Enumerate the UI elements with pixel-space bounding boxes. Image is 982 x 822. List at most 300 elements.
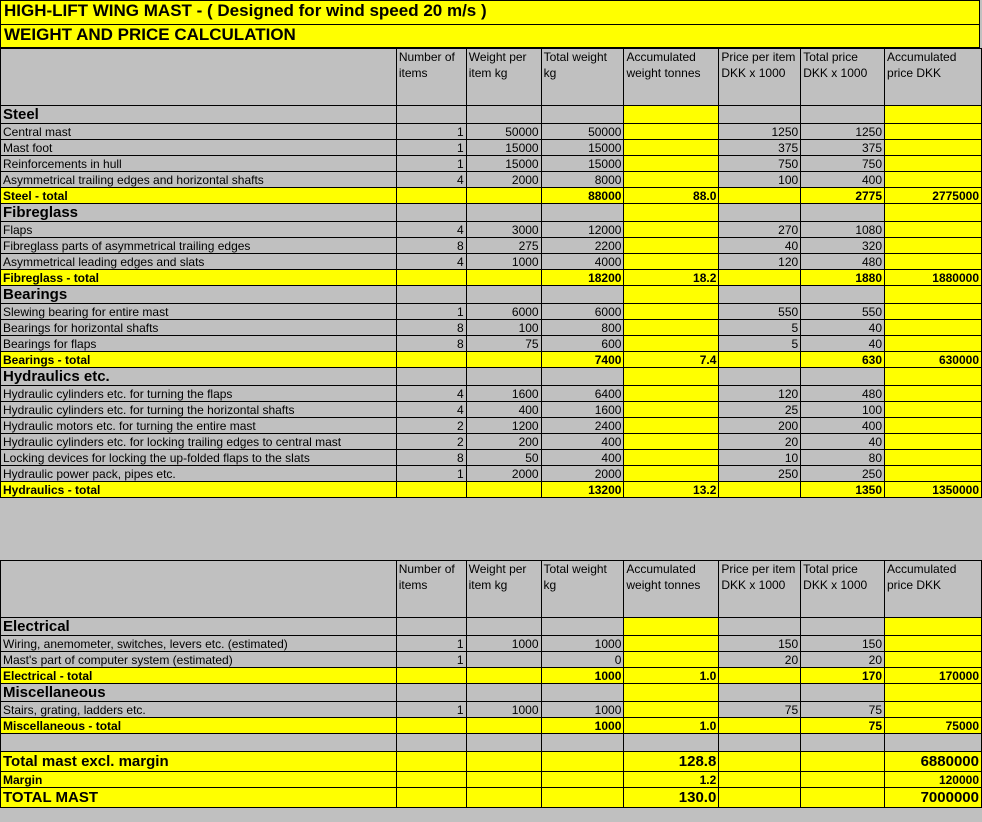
total-price: 40 xyxy=(801,434,885,450)
header-number-items: Number of items xyxy=(396,561,466,618)
total-weight: 7400 xyxy=(541,352,624,368)
total-price: 2775 xyxy=(801,188,885,204)
header-number-items: Number of items xyxy=(396,49,466,106)
accumulated-weight: 7.4 xyxy=(624,352,719,368)
total-weight: 18200 xyxy=(541,270,624,286)
empty-cell xyxy=(466,106,541,124)
accumulated-price: 120000 xyxy=(885,772,982,788)
accumulated-weight: 13.2 xyxy=(624,482,719,498)
section-label: Fibreglass xyxy=(1,204,397,222)
total-weight xyxy=(541,772,624,788)
section-label: Hydraulics etc. xyxy=(1,368,397,386)
total-row xyxy=(1,270,982,286)
number-items: 1 xyxy=(396,156,466,172)
weight-per-item xyxy=(466,188,541,204)
total-weight: 400 xyxy=(541,450,624,466)
total-weight: 15000 xyxy=(541,156,624,172)
accumulated-weight xyxy=(624,450,719,466)
header-total-price: Total price DKK x 1000 xyxy=(801,561,885,618)
item-label: Slewing bearing for entire mast xyxy=(1,304,397,320)
table-row xyxy=(1,304,982,320)
total-weight: 1000 xyxy=(541,702,624,718)
empty-cell xyxy=(541,684,624,702)
item-label: Flaps xyxy=(1,222,397,238)
total-price: 550 xyxy=(801,304,885,320)
total-weight: 2200 xyxy=(541,238,624,254)
price-per-item: 550 xyxy=(719,304,801,320)
weight-per-item xyxy=(466,652,541,668)
total-price: 750 xyxy=(801,156,885,172)
weight-per-item: 6000 xyxy=(466,304,541,320)
total-price: 480 xyxy=(801,386,885,402)
table-row xyxy=(1,450,982,466)
item-label: Asymmetrical trailing edges and horizontal shafts xyxy=(1,172,397,188)
accumulated-weight xyxy=(624,254,719,270)
total-price xyxy=(801,772,885,788)
accumulated-weight xyxy=(624,466,719,482)
total-weight: 2400 xyxy=(541,418,624,434)
weight-per-item: 2000 xyxy=(466,172,541,188)
table-row xyxy=(1,156,982,172)
number-items xyxy=(396,188,466,204)
weight-per-item: 50000 xyxy=(466,124,541,140)
accumulated-price xyxy=(885,320,982,336)
total-row xyxy=(1,188,982,204)
total-price: 480 xyxy=(801,254,885,270)
accumulated-weight xyxy=(624,238,719,254)
price-per-item: 750 xyxy=(719,156,801,172)
table-row xyxy=(1,652,982,668)
weight-per-item: 275 xyxy=(466,238,541,254)
total-weight: 2000 xyxy=(541,466,624,482)
header-blank xyxy=(1,561,397,618)
total-weight: 8000 xyxy=(541,172,624,188)
header-weight-per-item: Weight per item kg xyxy=(466,49,541,106)
accumulated-weight xyxy=(624,434,719,450)
total-price xyxy=(801,788,885,808)
accumulated-price xyxy=(885,466,982,482)
empty-cell xyxy=(541,618,624,636)
number-items: 8 xyxy=(396,238,466,254)
weight-per-item xyxy=(466,752,541,772)
accumulated-price: 75000 xyxy=(885,718,982,734)
number-items: 8 xyxy=(396,336,466,352)
total-price: 75 xyxy=(801,718,885,734)
empty-cell xyxy=(719,106,801,124)
total-weight: 13200 xyxy=(541,482,624,498)
header-accumulated-weight: Accumulated weight tonnes xyxy=(624,561,719,618)
price-per-item: 25 xyxy=(719,402,801,418)
number-items: 4 xyxy=(396,386,466,402)
weight-per-item: 15000 xyxy=(466,156,541,172)
total-weight: 6400 xyxy=(541,386,624,402)
total-weight: 400 xyxy=(541,434,624,450)
empty-cell xyxy=(541,204,624,222)
section-label: Bearings xyxy=(1,286,397,304)
price-per-item: 40 xyxy=(719,238,801,254)
price-per-item: 250 xyxy=(719,466,801,482)
number-items: 4 xyxy=(396,172,466,188)
header-weight-per-item: Weight per item kg xyxy=(466,561,541,618)
header-blank xyxy=(1,49,397,106)
empty-cell xyxy=(466,286,541,304)
price-per-item xyxy=(719,270,801,286)
weight-per-item: 2000 xyxy=(466,466,541,482)
empty-cell xyxy=(396,106,466,124)
title-line-1: HIGH-LIFT WING MAST - ( Designed for wind speed 20 m/s ) xyxy=(0,0,980,24)
number-items: 1 xyxy=(396,652,466,668)
section-header-row xyxy=(1,368,982,386)
total-weight xyxy=(541,788,624,808)
total-price: 250 xyxy=(801,466,885,482)
empty-cell xyxy=(396,734,466,752)
weight-per-item: 1000 xyxy=(466,636,541,652)
acc-price-cell xyxy=(885,684,982,702)
total-row xyxy=(1,352,982,368)
acc-price-cell xyxy=(885,106,982,124)
empty-cell xyxy=(396,286,466,304)
accumulated-weight: 128.8 xyxy=(624,752,719,772)
empty-cell xyxy=(541,106,624,124)
number-items: 1 xyxy=(396,636,466,652)
empty-cell xyxy=(466,684,541,702)
price-per-item: 120 xyxy=(719,254,801,270)
empty-cell xyxy=(719,618,801,636)
table-row xyxy=(1,140,982,156)
total-price: 170 xyxy=(801,668,885,684)
accumulated-price: 6880000 xyxy=(885,752,982,772)
total-price xyxy=(801,752,885,772)
item-label: Bearings - total xyxy=(1,352,397,368)
price-per-item xyxy=(719,668,801,684)
empty-cell xyxy=(801,204,885,222)
empty-cell xyxy=(466,204,541,222)
total-row xyxy=(1,718,982,734)
accumulated-weight: 130.0 xyxy=(624,788,719,808)
accumulated-weight: 1.2 xyxy=(624,772,719,788)
weight-per-item xyxy=(466,718,541,734)
weight-per-item: 3000 xyxy=(466,222,541,238)
total-weight: 12000 xyxy=(541,222,624,238)
table-row xyxy=(1,466,982,482)
number-items: 8 xyxy=(396,450,466,466)
empty-cell xyxy=(466,368,541,386)
weight-per-item xyxy=(466,270,541,286)
table-row xyxy=(1,702,982,718)
number-items xyxy=(396,772,466,788)
acc-weight-cell xyxy=(624,286,719,304)
header-accumulated-price: Accumulated price DKK xyxy=(885,561,982,618)
number-items: 1 xyxy=(396,124,466,140)
section-header-row xyxy=(1,106,982,124)
total-price: 40 xyxy=(801,336,885,352)
number-items: 2 xyxy=(396,418,466,434)
empty-cell xyxy=(801,734,885,752)
accumulated-price xyxy=(885,238,982,254)
item-label: TOTAL MAST xyxy=(1,788,397,808)
total-weight: 800 xyxy=(541,320,624,336)
acc-price-cell xyxy=(885,368,982,386)
header-total-price: Total price DKK x 1000 xyxy=(801,49,885,106)
empty-cell xyxy=(719,204,801,222)
acc-price-cell xyxy=(885,618,982,636)
empty-cell xyxy=(396,204,466,222)
total-weight: 1600 xyxy=(541,402,624,418)
empty-cell xyxy=(719,734,801,752)
item-label: Miscellaneous - total xyxy=(1,718,397,734)
section-label: Electrical xyxy=(1,618,397,636)
number-items: 2 xyxy=(396,434,466,450)
table-row xyxy=(1,124,982,140)
accumulated-weight xyxy=(624,320,719,336)
item-label: Stairs, grating, ladders etc. xyxy=(1,702,397,718)
weight-per-item: 75 xyxy=(466,336,541,352)
accumulated-price xyxy=(885,418,982,434)
number-items xyxy=(396,668,466,684)
item-label: Total mast excl. margin xyxy=(1,752,397,772)
total-weight: 1000 xyxy=(541,718,624,734)
table-row xyxy=(1,172,982,188)
total-weight: 1000 xyxy=(541,636,624,652)
item-label: Bearings for horizontal shafts xyxy=(1,320,397,336)
item-label: Fibreglass - total xyxy=(1,270,397,286)
total-weight: 88000 xyxy=(541,188,624,204)
item-label: Asymmetrical leading edges and slats xyxy=(1,254,397,270)
acc-weight-cell xyxy=(624,106,719,124)
table-row xyxy=(1,434,982,450)
weight-per-item: 200 xyxy=(466,434,541,450)
total-weight: 50000 xyxy=(541,124,624,140)
total-price: 320 xyxy=(801,238,885,254)
price-per-item: 1250 xyxy=(719,124,801,140)
item-label: Locking devices for locking the up-folded flaps to the slats xyxy=(1,450,397,466)
header-accumulated-weight: Accumulated weight tonnes xyxy=(624,49,719,106)
accumulated-price: 1880000 xyxy=(885,270,982,286)
empty-cell xyxy=(1,734,397,752)
price-per-item: 20 xyxy=(719,434,801,450)
price-per-item xyxy=(719,772,801,788)
number-items xyxy=(396,752,466,772)
acc-price-cell xyxy=(885,204,982,222)
total-weight: 6000 xyxy=(541,304,624,320)
weight-per-item: 1000 xyxy=(466,702,541,718)
empty-cell xyxy=(396,684,466,702)
weight-per-item xyxy=(466,482,541,498)
header-accumulated-price: Accumulated price DKK xyxy=(885,49,982,106)
acc-weight-cell xyxy=(624,618,719,636)
blank-row xyxy=(1,734,982,752)
accumulated-price xyxy=(885,140,982,156)
weight-per-item xyxy=(466,788,541,808)
empty-cell xyxy=(466,734,541,752)
empty-cell xyxy=(719,368,801,386)
total-price: 630 xyxy=(801,352,885,368)
section-header-row xyxy=(1,286,982,304)
accumulated-price xyxy=(885,156,982,172)
header-row xyxy=(1,561,982,618)
accumulated-weight xyxy=(624,336,719,352)
price-per-item: 5 xyxy=(719,320,801,336)
weight-per-item xyxy=(466,772,541,788)
empty-cell xyxy=(801,618,885,636)
price-per-item xyxy=(719,352,801,368)
accumulated-price: 1350000 xyxy=(885,482,982,498)
section-label: Miscellaneous xyxy=(1,684,397,702)
accumulated-price xyxy=(885,450,982,466)
total-price: 1250 xyxy=(801,124,885,140)
price-per-item: 20 xyxy=(719,652,801,668)
empty-cell xyxy=(466,618,541,636)
weight-per-item: 1200 xyxy=(466,418,541,434)
header-total-weight: Total weight kg xyxy=(541,561,624,618)
number-items: 1 xyxy=(396,140,466,156)
empty-cell xyxy=(719,684,801,702)
weight-per-item xyxy=(466,352,541,368)
total-price: 1880 xyxy=(801,270,885,286)
accumulated-weight: 1.0 xyxy=(624,668,719,684)
grand-total-row xyxy=(1,788,982,808)
number-items: 4 xyxy=(396,402,466,418)
section-header-row xyxy=(1,618,982,636)
accumulated-weight xyxy=(624,636,719,652)
empty-cell xyxy=(541,734,624,752)
accumulated-price xyxy=(885,172,982,188)
item-label: Bearings for flaps xyxy=(1,336,397,352)
header-row xyxy=(1,49,982,106)
spacer xyxy=(0,526,982,560)
accumulated-price: 2775000 xyxy=(885,188,982,204)
total-weight: 15000 xyxy=(541,140,624,156)
total-row xyxy=(1,668,982,684)
empty-cell xyxy=(624,734,719,752)
total-row xyxy=(1,772,982,788)
total-price: 100 xyxy=(801,402,885,418)
number-items: 8 xyxy=(396,320,466,336)
empty-cell xyxy=(719,286,801,304)
item-label: Fibreglass parts of asymmetrical trailing edges xyxy=(1,238,397,254)
table-row xyxy=(1,418,982,434)
section-header-row xyxy=(1,204,982,222)
number-items: 4 xyxy=(396,222,466,238)
price-per-item: 270 xyxy=(719,222,801,238)
header-total-weight: Total weight kg xyxy=(541,49,624,106)
acc-weight-cell xyxy=(624,204,719,222)
accumulated-weight xyxy=(624,156,719,172)
acc-weight-cell xyxy=(624,684,719,702)
price-per-item: 120 xyxy=(719,386,801,402)
item-label: Reinforcements in hull xyxy=(1,156,397,172)
table-row xyxy=(1,402,982,418)
total-price: 375 xyxy=(801,140,885,156)
acc-price-cell xyxy=(885,286,982,304)
price-per-item: 150 xyxy=(719,636,801,652)
total-price: 80 xyxy=(801,450,885,466)
number-items xyxy=(396,788,466,808)
price-per-item: 10 xyxy=(719,450,801,466)
item-label: Hydraulics - total xyxy=(1,482,397,498)
accumulated-weight xyxy=(624,140,719,156)
empty-cell xyxy=(885,734,982,752)
accumulated-weight: 1.0 xyxy=(624,718,719,734)
weight-per-item: 50 xyxy=(466,450,541,466)
total-price: 400 xyxy=(801,172,885,188)
price-per-item: 75 xyxy=(719,702,801,718)
table-row xyxy=(1,336,982,352)
table-row xyxy=(1,386,982,402)
empty-cell xyxy=(541,368,624,386)
empty-cell xyxy=(801,286,885,304)
item-label: Central mast xyxy=(1,124,397,140)
total-price: 20 xyxy=(801,652,885,668)
empty-cell xyxy=(396,618,466,636)
accumulated-price xyxy=(885,434,982,450)
section-label: Steel xyxy=(1,106,397,124)
price-per-item: 200 xyxy=(719,418,801,434)
accumulated-price: 170000 xyxy=(885,668,982,684)
accumulated-price xyxy=(885,402,982,418)
price-per-item: 5 xyxy=(719,336,801,352)
item-label: Steel - total xyxy=(1,188,397,204)
weight-per-item: 1000 xyxy=(466,254,541,270)
accumulated-price xyxy=(885,652,982,668)
total-weight: 0 xyxy=(541,652,624,668)
empty-cell xyxy=(396,368,466,386)
accumulated-price xyxy=(885,222,982,238)
item-label: Hydraulic motors etc. for turning the entire mast xyxy=(1,418,397,434)
accumulated-weight xyxy=(624,386,719,402)
price-per-item xyxy=(719,188,801,204)
section-header-row xyxy=(1,684,982,702)
empty-cell xyxy=(541,286,624,304)
accumulated-weight xyxy=(624,124,719,140)
item-label: Hydraulic cylinders etc. for turning the flaps xyxy=(1,386,397,402)
accumulated-price xyxy=(885,386,982,402)
accumulated-price xyxy=(885,702,982,718)
weight-per-item: 1600 xyxy=(466,386,541,402)
accumulated-price xyxy=(885,336,982,352)
number-items xyxy=(396,482,466,498)
item-label: Hydraulic cylinders etc. for locking trailing edges to central mast xyxy=(1,434,397,450)
price-per-item xyxy=(719,482,801,498)
empty-cell xyxy=(801,684,885,702)
accumulated-weight xyxy=(624,304,719,320)
accumulated-price xyxy=(885,636,982,652)
item-label: Wiring, anemometer, switches, levers etc. (estimated) xyxy=(1,636,397,652)
accumulated-weight xyxy=(624,702,719,718)
total-price: 40 xyxy=(801,320,885,336)
empty-cell xyxy=(801,368,885,386)
total-price: 75 xyxy=(801,702,885,718)
header-price-per-item: Price per item DKK x 1000 xyxy=(719,49,801,106)
accumulated-price xyxy=(885,304,982,320)
number-items: 1 xyxy=(396,466,466,482)
weight-table-1 xyxy=(0,48,982,498)
number-items xyxy=(396,352,466,368)
item-label: Electrical - total xyxy=(1,668,397,684)
weight-per-item: 400 xyxy=(466,402,541,418)
total-weight xyxy=(541,752,624,772)
number-items xyxy=(396,270,466,286)
empty-cell xyxy=(801,106,885,124)
header-price-per-item: Price per item DKK x 1000 xyxy=(719,561,801,618)
accumulated-weight xyxy=(624,418,719,434)
item-label: Mast foot xyxy=(1,140,397,156)
total-price: 1080 xyxy=(801,222,885,238)
accumulated-weight xyxy=(624,402,719,418)
accumulated-weight: 18.2 xyxy=(624,270,719,286)
table-row xyxy=(1,320,982,336)
price-per-item xyxy=(719,718,801,734)
